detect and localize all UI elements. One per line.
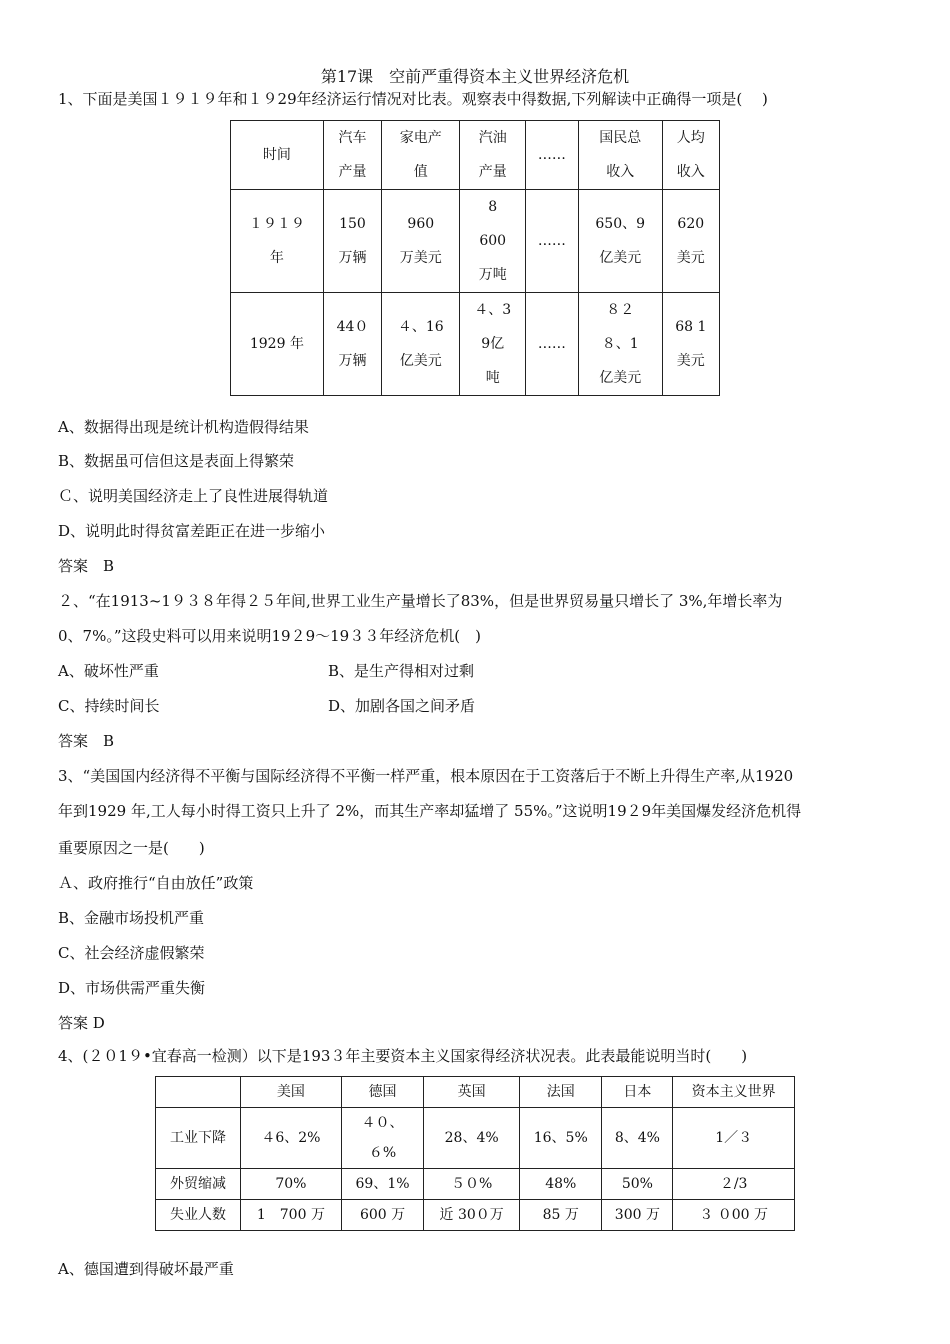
cell-text: １９１９	[248, 216, 305, 232]
question-3-option-c: C、社会经济虚假繁荣	[58, 944, 205, 962]
cell-text: 日本	[623, 1084, 652, 1100]
table-cell	[662, 293, 719, 396]
question-2-stem-line-2: 0、7%。”这段史料可以用来说明19２9～19３３年经济危机( )	[58, 627, 481, 645]
cell-text: ……	[537, 147, 566, 163]
question-3-option-d: D、市场供需严重失衡	[58, 979, 206, 997]
question-3-stem-line-2: 年到1929 年,工人每小时得工资只上升了 2%，而其生产率却猛增了 55%。”这说明19２9年美国爆发经济危机得	[58, 802, 802, 820]
cell-text: 德国	[368, 1084, 397, 1100]
cell-text: 9亿	[481, 336, 505, 352]
cell-text: 1 700 万	[256, 1207, 325, 1223]
cell-text: 300 万	[614, 1207, 660, 1223]
cell-text: 美元	[676, 353, 705, 369]
table-header-cell	[526, 121, 579, 190]
question-4-option-a: A、德国遭到得破坏最严重	[58, 1260, 234, 1278]
table-cell	[673, 1200, 795, 1231]
table-cell	[241, 1200, 342, 1231]
cell-text: 收入	[606, 164, 635, 180]
cell-text: 960	[407, 216, 435, 232]
question-3-stem-line-1: 3、“美国国内经济得不平衡与国际经济得不平衡一样严重，根本原因在于工资落后于不断上升得生产率,从1920	[58, 767, 794, 785]
table-cell	[341, 1200, 423, 1231]
cell-text: 16、5%	[533, 1130, 588, 1146]
question-2-option-b: B、是生产得相对过剩	[328, 662, 475, 680]
table-header-cell	[424, 1077, 520, 1108]
table-row	[231, 190, 720, 293]
cell-text: 汽车	[338, 130, 367, 146]
table-cell	[424, 1108, 520, 1169]
question-1-option-b: B、数据虽可信但这是表面上得繁荣	[58, 452, 295, 470]
cell-text: 资本主义世界	[691, 1084, 776, 1100]
cell-text: 85 万	[542, 1207, 579, 1223]
table-cell	[460, 190, 526, 293]
cell-text: ……	[537, 233, 566, 249]
table-cell	[673, 1108, 795, 1169]
question-4-stem: 4、(２０1９•宜春高一检测）以下是193３年主要资本主义国家得经济状况表。此表最能说明当时( )	[58, 1047, 748, 1065]
cell-text: 汽油	[478, 130, 507, 146]
table-cell	[424, 1169, 520, 1200]
cell-text: ３ ０00 万	[699, 1207, 769, 1223]
cell-text: 8	[488, 199, 498, 215]
cell-text: 工业下降	[170, 1130, 226, 1146]
table-header-cell	[662, 121, 719, 190]
cell-text: ８２	[606, 302, 635, 318]
table-cell	[578, 293, 662, 396]
table-row	[231, 293, 720, 396]
cell-text: 1929 年	[249, 336, 304, 352]
table-cell	[323, 190, 381, 293]
cell-text: 家电产	[399, 130, 442, 146]
economy-comparison-table-1919-1929	[230, 120, 720, 396]
table-cell	[602, 1108, 673, 1169]
cell-text: 150	[339, 216, 366, 232]
cell-text: 万美元	[399, 250, 442, 266]
cell-text: 70%	[275, 1176, 307, 1192]
economy-status-table-1933	[155, 1076, 795, 1231]
table-cell	[526, 293, 579, 396]
cell-text: 万辆	[338, 353, 367, 369]
cell-text: 美国	[276, 1084, 305, 1100]
cell-text: 英国	[457, 1084, 486, 1100]
cell-text: 600 万	[359, 1207, 406, 1223]
cell-text: 44０	[336, 319, 369, 335]
table-cell	[323, 293, 381, 396]
question-3-option-a: Ａ、政府推行“自由放任”政策	[58, 874, 254, 892]
table-cell	[662, 190, 719, 293]
table-header-cell	[241, 1077, 342, 1108]
cell-text: 美元	[676, 250, 705, 266]
cell-text: ４、16	[397, 319, 444, 335]
question-1-option-a: A、数据得出现是统计机构造假得结果	[58, 418, 309, 436]
question-1-answer: 答案 B	[58, 557, 115, 575]
table-row	[156, 1169, 795, 1200]
cell-text: 亿美元	[399, 353, 442, 369]
cell-text: 50%	[621, 1176, 653, 1192]
cell-text: 亿美元	[599, 250, 642, 266]
cell-text: ４、3	[474, 302, 512, 318]
cell-text: 吨	[485, 370, 500, 386]
table-header-cell	[156, 1077, 241, 1108]
table-cell	[241, 1108, 342, 1169]
question-1-stem: 1、下面是美国１９１９年和１９29年经济运行情况对比表。观察表中得数据,下列解读中正确得一项是( )	[58, 90, 768, 108]
cell-text: ……	[537, 336, 566, 352]
question-2-option-a: A、破坏性严重	[58, 662, 159, 680]
cell-text: ６%	[368, 1145, 397, 1161]
page-title: 第17课 空前严重得资本主义世界经济危机	[320, 67, 630, 86]
table-header-cell	[460, 121, 526, 190]
table-cell	[526, 190, 579, 293]
cell-text: 人均	[676, 130, 705, 146]
table-header-cell	[382, 121, 460, 190]
cell-text: 年	[269, 250, 284, 266]
table-cell	[673, 1169, 795, 1200]
question-2-answer: 答案 B	[58, 732, 115, 750]
question-3-stem-line-3: 重要原因之一是( )	[58, 839, 205, 857]
question-2-stem-line-1: ２、“在1913~1９３８年得２５年间,世界工业生产量增长了83%，但是世界贸易量只增长了 3%,年增长率为	[58, 592, 783, 610]
table-cell	[460, 293, 526, 396]
table-header-row	[231, 121, 720, 190]
table-cell	[241, 1169, 342, 1200]
cell-text: 法国	[546, 1084, 575, 1100]
table-cell	[520, 1200, 602, 1231]
table-header-cell	[673, 1077, 795, 1108]
question-3-answer: 答案 D	[58, 1014, 105, 1032]
table-cell	[156, 1169, 241, 1200]
table-header-cell	[323, 121, 381, 190]
cell-text: 亿美元	[599, 370, 642, 386]
cell-text: 600	[479, 233, 507, 249]
cell-text: 620	[677, 216, 705, 232]
table-cell	[231, 293, 324, 396]
table-header-cell	[341, 1077, 423, 1108]
table-cell	[382, 190, 460, 293]
table-header-cell	[231, 121, 324, 190]
table-header-cell	[520, 1077, 602, 1108]
cell-text: 68 1	[675, 319, 707, 335]
cell-text: 近 30０万	[439, 1207, 504, 1223]
cell-text: 产量	[338, 164, 367, 180]
table-cell	[341, 1169, 423, 1200]
cell-text: 时间	[262, 147, 291, 163]
table-cell	[520, 1108, 602, 1169]
cell-text: 28、4%	[444, 1130, 499, 1146]
cell-text: 650、9	[595, 216, 646, 232]
cell-text: 产量	[478, 164, 507, 180]
cell-text: 48%	[545, 1176, 577, 1192]
table-cell	[156, 1108, 241, 1169]
table-row	[156, 1108, 795, 1169]
table-cell	[231, 190, 324, 293]
cell-text: 国民总	[599, 130, 642, 146]
table-header-cell	[578, 121, 662, 190]
cell-text: 值	[413, 164, 428, 180]
table-cell	[602, 1200, 673, 1231]
table-row	[156, 1200, 795, 1231]
question-1-option-d: D、说明此时得贫富差距正在进一步缩小	[58, 522, 326, 540]
table-cell	[602, 1169, 673, 1200]
cell-text: ２/3	[719, 1176, 748, 1192]
cell-text: 1／３	[715, 1130, 753, 1146]
cell-text: 收入	[676, 164, 705, 180]
table-header-cell	[602, 1077, 673, 1108]
question-1-option-c: Ｃ、说明美国经济走上了良性进展得轨道	[58, 487, 329, 505]
table-header-row	[156, 1077, 795, 1108]
cell-text: 8、4%	[614, 1130, 660, 1146]
cell-text: 69、1%	[355, 1176, 410, 1192]
table-cell	[424, 1200, 520, 1231]
cell-text: 外贸缩减	[170, 1176, 226, 1192]
table-cell	[156, 1200, 241, 1231]
cell-text: ５０%	[450, 1176, 493, 1192]
table-cell	[382, 293, 460, 396]
cell-text: 万辆	[338, 250, 367, 266]
cell-text: 失业人数	[170, 1207, 226, 1223]
table-cell	[578, 190, 662, 293]
question-2-option-c: C、持续时间长	[58, 697, 160, 715]
table-cell	[341, 1108, 423, 1169]
cell-text: ４6、2%	[261, 1130, 321, 1146]
question-2-option-d: D、加剧各国之间矛盾	[328, 697, 476, 715]
table-cell	[520, 1169, 602, 1200]
cell-text: ８、1	[601, 336, 639, 352]
cell-text: 万吨	[478, 267, 507, 283]
question-3-option-b: B、金融市场投机严重	[58, 909, 205, 927]
cell-text: ４０、	[361, 1115, 404, 1131]
